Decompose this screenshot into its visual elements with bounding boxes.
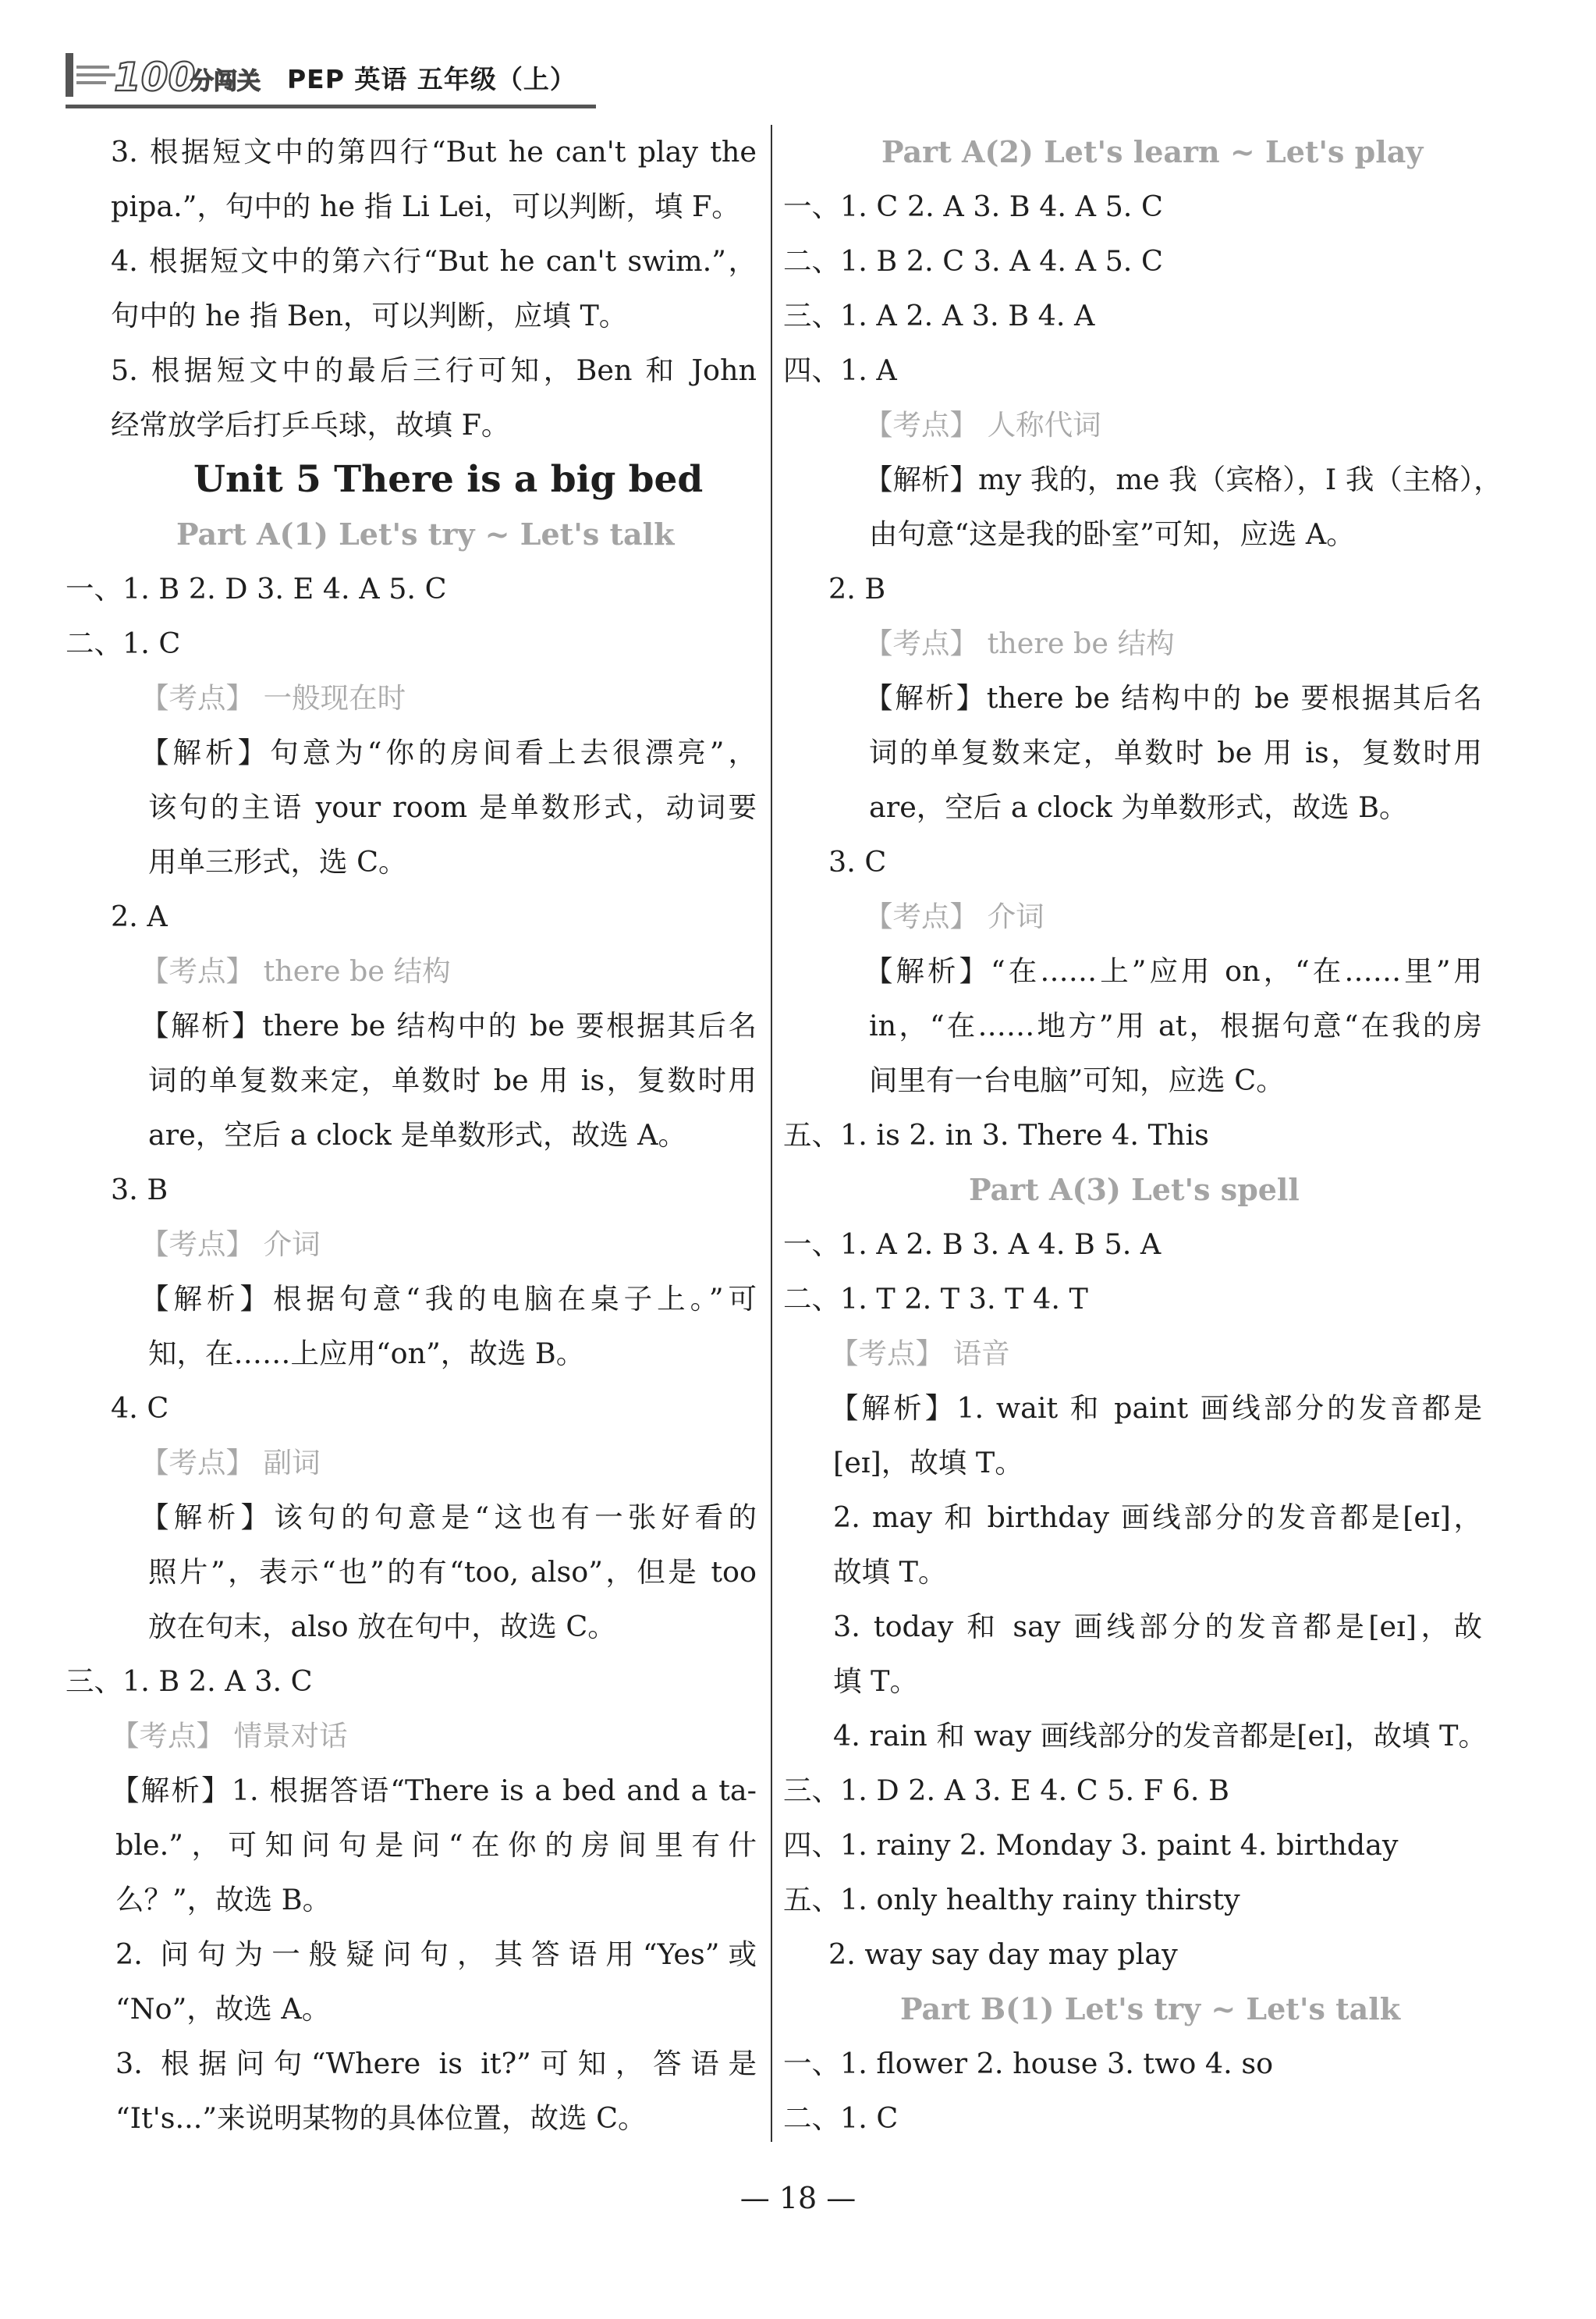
left-text-line: 【解析】该句的句意是“这也有一张好看的	[140, 1500, 757, 1534]
right-text-line: 二、1. B 2. C 3. A 4. A 5. C	[783, 244, 1163, 278]
right-text-line: 【解析】“在……上”应用 on，“在……里”用	[864, 954, 1482, 988]
left-text-line: 知，在……上应用“on”，故选 B。	[148, 1337, 585, 1370]
column-divider	[771, 125, 772, 2142]
right-text-line: Part B(1) Let's try ~ Let's talk	[900, 1991, 1401, 2026]
right-text-line: 一、1. C 2. A 3. B 4. A 5. C	[783, 190, 1163, 223]
left-text-line: 4. C	[111, 1391, 169, 1425]
left-text-line: pipa.”，句中的 he 指 Li Lei，可以判断，填 F。	[111, 190, 740, 223]
right-text-line: 【考点】 语音	[830, 1337, 1010, 1370]
left-text-line: 【考点】 一般现在时	[140, 681, 406, 715]
right-text-line: 四、1. rainy 2. Monday 3. paint 4. birthday	[783, 1828, 1399, 1862]
right-text-line: 四、1. A	[783, 353, 897, 387]
left-text-line: 三、1. B 2. A 3. C	[66, 1664, 313, 1698]
right-text-line: 3. C	[828, 845, 887, 879]
left-text-line: 2. 问句为一般疑问句，其答语用“Yes”或	[115, 1937, 757, 1971]
right-text-line: 【解析】my 我的，me 我（宾格），I 我（主格），	[864, 463, 1502, 496]
left-text-line: “No”，故选 A。	[115, 1992, 331, 2026]
right-text-line: 三、1. D 2. A 3. E 4. C 5. F 6. B	[783, 1774, 1229, 1807]
left-text-line: 【解析】根据句意“我的电脑在桌子上。”可	[140, 1282, 757, 1316]
left-text-line: 3. B	[111, 1173, 168, 1206]
left-text-line: 放在句末，also 放在句中，故选 C。	[148, 1610, 616, 1643]
left-text-line: 【考点】 副词	[140, 1446, 321, 1479]
left-text-line: 用单三形式，选 C。	[148, 845, 407, 879]
right-text-line: 故填 T。	[833, 1555, 947, 1589]
left-text-line: 该句的主语 your room 是单数形式，动词要	[148, 790, 757, 824]
left-text-line: 经常放学后打乒乓球，故填 F。	[111, 408, 510, 442]
right-text-line: 【解析】there be 结构中的 be 要根据其后名	[864, 681, 1482, 715]
left-text-line: 词的单复数来定，单数时 be 用 is，复数时用	[148, 1064, 757, 1097]
right-text-line: 五、1. is 2. in 3. There 4. This	[783, 1118, 1209, 1152]
right-text-line: 一、1. A 2. B 3. A 4. B 5. A	[783, 1227, 1162, 1261]
right-text-line: 由句意“这是我的卧室”可知，应选 A。	[869, 517, 1355, 551]
left-text-line: 一、1. B 2. D 3. E 4. A 5. C	[66, 572, 447, 605]
right-text-line: 3. today 和 say 画线部分的发音都是[eɪ]，故	[833, 1610, 1482, 1643]
right-text-line: 2. B	[828, 572, 886, 605]
right-text-line: 二、1. C	[783, 2101, 899, 2135]
svg-text:分闯关: 分闯关	[190, 68, 261, 95]
right-text-line: 三、1. A 2. A 3. B 4. A	[783, 299, 1095, 332]
right-text-line: 【考点】 there be 结构	[864, 627, 1175, 660]
right-text-line: 二、1. T 2. T 3. T 4. T	[783, 1282, 1088, 1316]
left-text-line: 3. 根据问句“Where is it?”可知，答语是	[115, 2047, 757, 2080]
left-text-line: 4. 根据短文中的第六行“But he can't swim.”，	[111, 244, 757, 278]
header-title: PEP 英语 五年级（上）	[287, 64, 576, 94]
right-text-line: 2. way say day may play	[828, 1937, 1178, 1971]
series-logo	[66, 48, 278, 100]
right-text-line: 词的单复数来定，单数时 be 用 is，复数时用	[869, 736, 1482, 769]
right-text-line: 【解析】1. wait 和 paint 画线部分的发音都是	[830, 1391, 1482, 1425]
right-text-line: 4. rain 和 way 画线部分的发音都是[eɪ]，故填 T。	[833, 1719, 1487, 1753]
right-text-line: 五、1. only healthy rainy thirsty	[783, 1883, 1240, 1916]
left-text-line: 2. A	[111, 900, 168, 933]
right-text-line: Part A(2) Let's learn ~ Let's play	[881, 134, 1424, 169]
left-text-line: ble.”，可知问句是问“在你的房间里有什	[115, 1828, 757, 1862]
left-text-line: 【解析】1. 根据答语“There is a bed and a ta-	[111, 1774, 757, 1807]
left-text-line: 二、1. C	[66, 627, 181, 660]
right-text-line: in，“在……地方”用 at，根据句意“在我的房	[869, 1009, 1482, 1042]
left-text-line: 【考点】 情景对话	[111, 1719, 348, 1753]
right-text-line: 2. may 和 birthday 画线部分的发音都是[eɪ]，	[833, 1500, 1482, 1534]
right-text-line: 间里有一台电脑”可知，应选 C。	[869, 1064, 1285, 1097]
left-text-line: 句中的 he 指 Ben，可以判断，应填 T。	[111, 299, 628, 332]
left-text-line: 【解析】句意为“你的房间看上去很漂亮”，	[140, 736, 757, 769]
right-text-line: [eɪ]，故填 T。	[833, 1446, 1023, 1479]
right-text-line: 【考点】 介词	[864, 900, 1044, 933]
left-text-line: 么？”，故选 B。	[115, 1883, 332, 1916]
right-text-line: 一、1. flower 2. house 3. two 4. so	[783, 2047, 1274, 2080]
page-header	[66, 44, 596, 109]
right-text-line: 【考点】 人称代词	[864, 408, 1101, 442]
left-text-line: 【考点】 介词	[140, 1227, 321, 1261]
left-text-line: are，空后 a clock 是单数形式，故选 A。	[148, 1118, 686, 1152]
page-number: — 18 —	[739, 2181, 857, 2215]
left-text-line: Part A(1) Let's try ~ Let's talk	[176, 517, 675, 552]
right-text-line: are，空后 a clock 为单数形式，故选 B。	[869, 790, 1408, 824]
left-text-line: 5. 根据短文中的最后三行可知，Ben 和 John	[111, 353, 757, 387]
left-text-line: 3. 根据短文中的第四行“But he can't play the	[111, 135, 757, 169]
left-text-line: “It's...”来说明某物的具体位置，故选 C。	[115, 2101, 647, 2135]
left-text-line: 照片”，表示“也”的有“too, also”，但是 too	[148, 1555, 757, 1589]
svg-text:100: 100	[114, 55, 196, 100]
right-text-line: 填 T。	[833, 1664, 918, 1698]
header-rule	[66, 105, 596, 108]
right-text-line: Part A(3) Let's spell	[969, 1172, 1300, 1207]
left-text-line: 【考点】 there be 结构	[140, 954, 451, 988]
left-text-line: Unit 5 There is a big bed	[193, 458, 704, 501]
left-text-line: 【解析】there be 结构中的 be 要根据其后名	[140, 1009, 757, 1042]
